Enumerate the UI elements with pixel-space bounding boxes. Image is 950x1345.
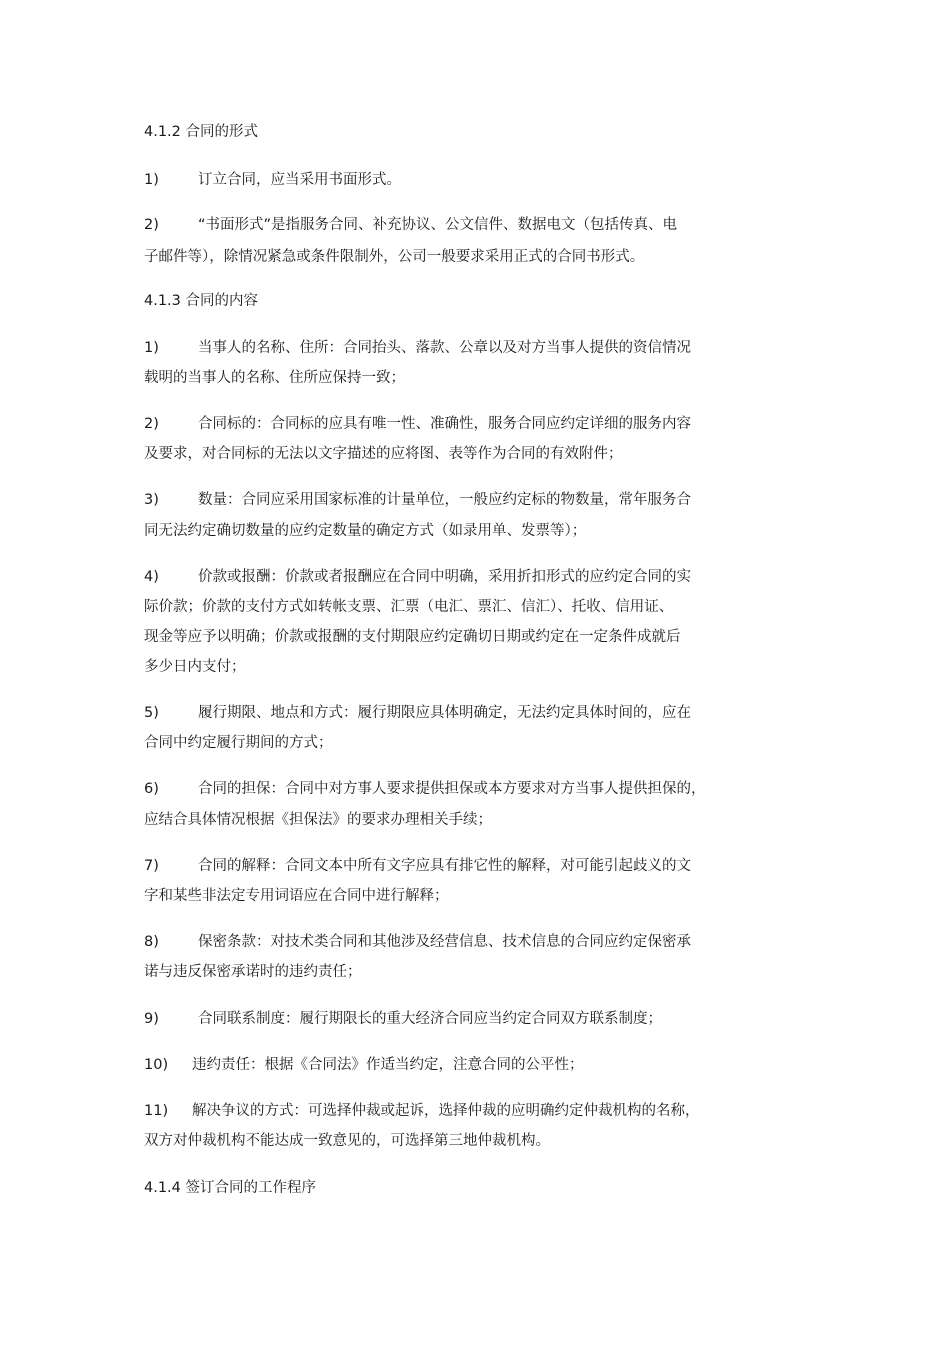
list-item-number: 1) [144, 340, 159, 356]
list-item-text: 现金等应予以明确；价款或报酬的支付期限应约定确切日期或约定在一定条件成就后 [144, 629, 681, 645]
list-item-number: 4) [144, 569, 159, 585]
list-item-text: 合同的解释：合同文本中所有文字应具有排它性的解释，对可能引起歧义的文 [198, 858, 691, 874]
list-item-number: 8) [144, 934, 159, 950]
list-item-number: 1) [144, 172, 159, 188]
list-item-text: 诺与违反保密承诺时的违约责任； [144, 964, 362, 980]
section-heading: 4.1.3 合同的内容 [144, 293, 259, 309]
list-item-text: 合同的担保：合同中对方事人要求提供担保或本方要求对方当事人提供担保的， [198, 781, 706, 797]
list-item-text: 价款或报酬：价款或者报酬应在合同中明确，采用折扣形式的应约定合同的实 [198, 569, 691, 585]
list-item-text: 子邮件等），除情况紧急或条件限制外，公司一般要求采用正式的合同书形式。 [144, 249, 645, 265]
list-item-text: 当事人的名称、住所：合同抬头、落款、公章以及对方当事人提供的资信情况 [198, 340, 691, 356]
list-item-text: “书面形式”是指服务合同、补充协议、公文信件、数据电文（包括传真、电 [198, 217, 678, 233]
list-item-text: 应结合具体情况根据《担保法》的要求办理相关手续； [144, 812, 492, 828]
list-item-text: 解决争议的方式：可选择仲裁或起诉，选择仲裁的应明确约定仲裁机构的名称， [192, 1103, 700, 1119]
section-heading: 4.1.2 合同的形式 [144, 124, 259, 140]
list-item-number: 5) [144, 705, 159, 721]
list-item-text: 合同标的：合同标的应具有唯一性、准确性，服务合同应约定详细的服务内容 [198, 416, 691, 432]
list-item-text: 双方对仲裁机构不能达成一致意见的，可选择第三地仲裁机构。 [144, 1133, 550, 1149]
list-item-number: 2) [144, 217, 159, 233]
list-item-number: 9) [144, 1011, 159, 1027]
list-item-text: 保密条款：对技术类合同和其他涉及经营信息、技术信息的合同应约定保密承 [198, 934, 691, 950]
list-item-text: 同无法约定确切数量的应约定数量的确定方式（如录用单、发票等）； [144, 523, 587, 539]
list-item-text: 字和某些非法定专用词语应在合同中进行解释； [144, 888, 449, 904]
list-item-number: 7) [144, 858, 159, 874]
list-item-text: 及要求，对合同标的无法以文字描述的应将图、表等作为合同的有效附件； [144, 446, 623, 462]
list-item-text: 违约责任：根据《合同法》作适当约定，注意合同的公平性； [192, 1057, 584, 1073]
list-item-text: 数量：合同应采用国家标准的计量单位，一般应约定标的物数量，常年服务合 [198, 492, 691, 508]
list-item-text: 多少日内支付； [144, 659, 246, 675]
list-item-number: 10) [144, 1057, 169, 1073]
list-item-text: 载明的当事人的名称、住所应保持一致； [144, 370, 405, 386]
list-item-number: 3) [144, 492, 159, 508]
section-heading: 4.1.4 签订合同的工作程序 [144, 1180, 317, 1196]
list-item-text: 订立合同，应当采用书面形式。 [198, 172, 401, 188]
list-item-text: 际价款；价款的支付方式如转帐支票、汇票（电汇、票汇、信汇）、托收、信用证、 [144, 599, 674, 615]
list-item-text: 合同中约定履行期间的方式； [144, 735, 333, 751]
list-item-number: 6) [144, 781, 159, 797]
list-item-number: 11) [144, 1103, 169, 1119]
list-item-text: 履行期限、地点和方式：履行期限应具体明确定，无法约定具体时间的，应在 [198, 705, 691, 721]
list-item-number: 2) [144, 416, 159, 432]
list-item-text: 合同联系制度：履行期限长的重大经济合同应当约定合同双方联系制度； [198, 1011, 662, 1027]
